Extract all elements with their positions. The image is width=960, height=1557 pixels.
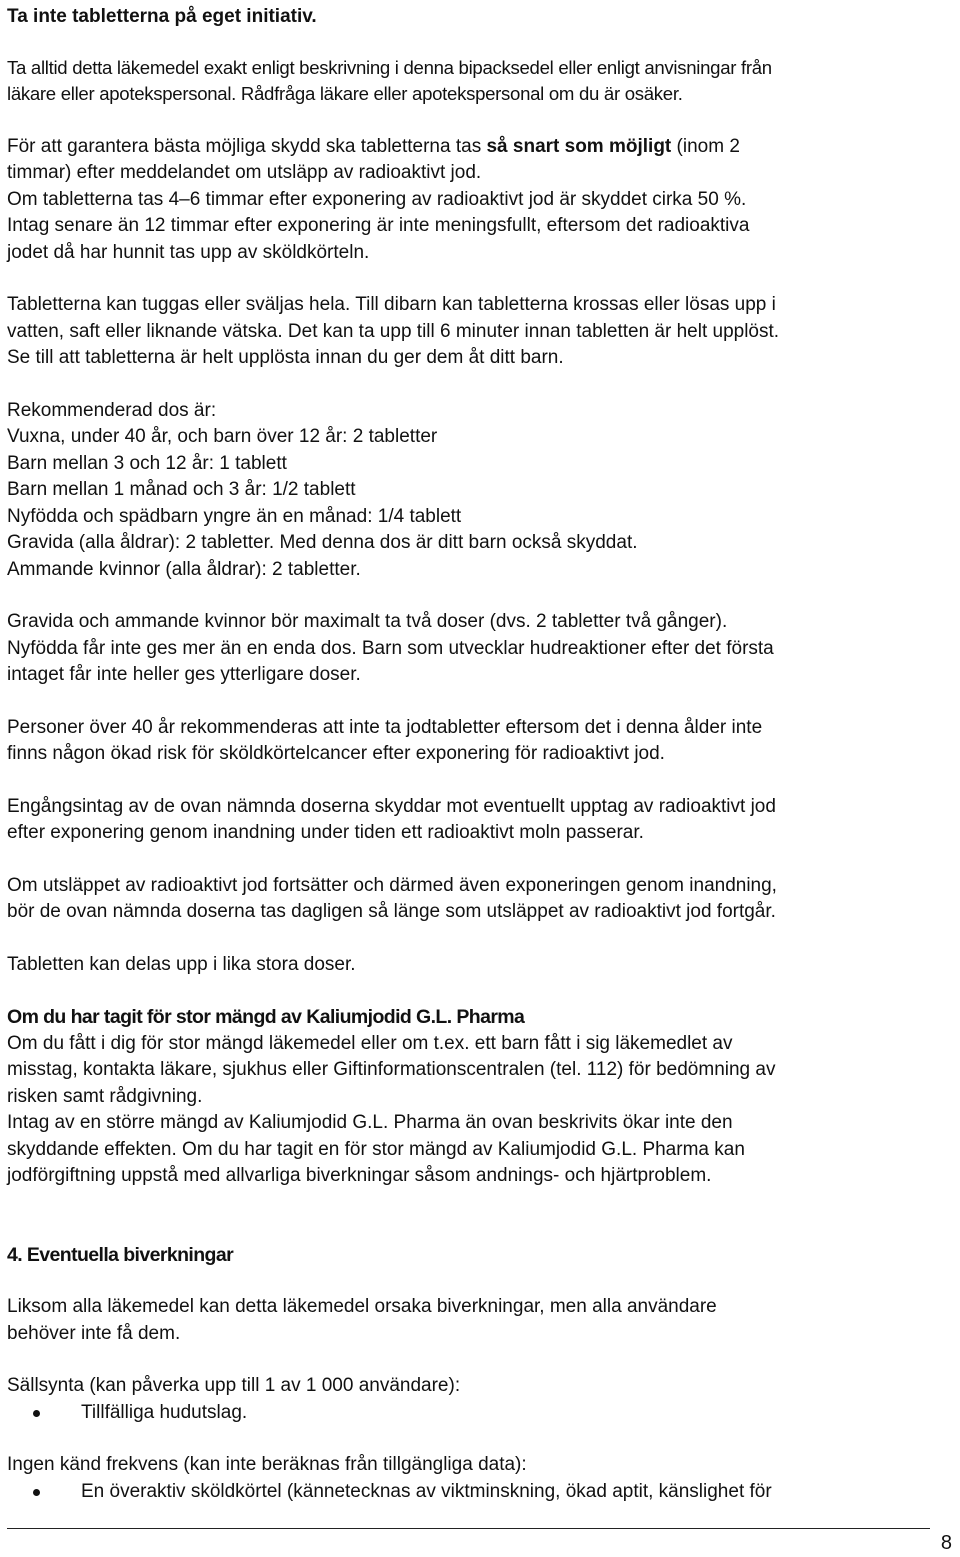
dosage-line: Vuxna, under 40 år, och barn över 12 år: 2 tabletter [7,426,438,447]
text-line: efter exponering genom inandning under tiden ett radioaktivt moln passerar. [7,822,644,843]
continued-exposure-paragraph [7,873,947,926]
dosage-paragraph [7,398,947,584]
timing-emphasis: så snart som möjligt [486,135,672,157]
list-item [7,1400,947,1427]
text-line: bör de ovan nämnda doserna tas dagligen så länge som utsläppet av radioaktivt jod fortgår. [7,901,776,922]
frequency-label: Ingen känd frekvens (kan inte beräknas från tillgängliga data): [7,1454,527,1475]
text-line: skyddande effekten. Om du har tagit en för stor mängd av Kaliumjodid G.L. Pharma kan [7,1138,745,1160]
document-page [7,0,947,1505]
dosage-line: Barn mellan 1 månad och 3 år: 1/2 tablett [7,479,356,500]
bullet-icon [33,1489,40,1496]
dosage-line: Nyfödda och spädbarn yngre än en månad: 1/4 tablett [7,505,462,527]
pregnant-paragraph [7,609,947,689]
text-line: Om tabletterna tas 4–6 timmar efter exponering av radioaktivt jod är skyddet cirka 50 %. [7,188,747,210]
text-line: vatten, saft eller liknande vätska. Det kan ta upp till 6 minuter innan tabletten är helt upplöst. [7,320,780,342]
text-line: Tabletterna kan tuggas eller sväljas hela. Till dibarn kan tabletterna krossas eller lösas upp i [7,294,776,315]
text-line: timmar) efter meddelandet om utsläpp av radioaktivt jod. [7,162,482,183]
overdose-section [7,1004,947,1190]
text-line: jodförgiftning uppstå med allvarliga biverkningar såsom andnings- och hjärtproblem. [7,1165,712,1186]
overdose-heading: Om du har tagit för stor mängd av Kaliumjodid G.L. Pharma [7,1006,525,1028]
text-line: Om du fått i dig för stor mängd läkemedel eller om t.ex. ett barn fått i sig läkemedlet av [7,1032,733,1054]
text-line: Ta alltid detta läkemedel exakt enligt beskrivning i denna bipacksedel eller enligt anvisningar från [7,56,772,78]
footer-divider [7,1528,930,1529]
text-line: risken samt rådgivning. [7,1085,203,1107]
text-line: jodet då har hunnit tas upp av sköldkörteln. [7,241,370,263]
text-line: läkare eller apotekspersonal. Rådfråga läkare eller apotekspersonal om du är osäker. [7,83,683,104]
dosage-line: Ammande kvinnor (alla åldrar): 2 tabletter. [7,558,361,580]
text-line: Intag av en större mängd av Kaliumjodid G.L. Pharma än ovan beskrivits ökar inte den [7,1112,733,1133]
text-line: Personer över 40 år rekommenderas att inte ta jodtabletter eftersom det i denna ålder inte [7,716,763,738]
bullet-icon [33,1410,40,1417]
text-line: Om utsläppet av radioaktivt jod fortsätter och därmed även exponeringen genom inandning, [7,874,777,896]
single-dose-paragraph [7,794,947,847]
text-line: misstag, kontakta läkare, sjukhus eller Giftinformationscentralen (tel. 112) för bedömning av [7,1059,776,1080]
list-item-text: En överaktiv sköldkörtel (kännetecknas av viktminskning, ökad aptit, känslighet för [81,1480,772,1502]
dosage-heading: Rekommenderad dos är: [7,399,217,421]
side-effects-section [7,1242,947,1506]
list-item [7,1479,947,1506]
text-line: behöver inte få dem. [7,1322,181,1344]
text-line: Liksom alla läkemedel kan detta läkemedel orsaka biverkningar, men alla användare [7,1296,717,1317]
intro-paragraph [7,55,947,108]
dosage-line: Barn mellan 3 och 12 år: 1 tablett [7,452,287,474]
over40-paragraph [7,715,947,768]
rare-list [7,1400,947,1427]
chewing-paragraph [7,292,947,372]
timing-text: (inom 2 [671,135,740,157]
page-number: 8 [940,1532,952,1554]
text-line [7,134,947,161]
text-line: Intag senare än 12 timmar efter exponering är inte meningsfullt, eftersom det radioaktiva [7,215,750,236]
timing-text: För att garantera bästa möjliga skydd ska tabletterna tas [7,135,487,157]
text-line: Engångsintag av de ovan nämnda doserna skyddar mot eventuellt upptag av radioaktivt jod [7,795,776,817]
text-line: Se till att tabletterna är helt upplösta innan du ger dem åt ditt barn. [7,347,564,368]
unknown-list [7,1479,947,1506]
frequency-label: Sällsynta (kan påverka upp till 1 av 1 000 användare): [7,1375,461,1396]
text-line: Gravida och ammande kvinnor bör maximalt ta två doser (dvs. 2 tabletter två gånger). [7,611,728,632]
split-tablet-line: Tabletten kan delas upp i lika stora doser. [7,953,356,975]
text-line: intaget får inte heller ges ytterligare doser. [7,664,361,685]
dosage-line: Gravida (alla åldrar): 2 tabletter. Med denna dos är ditt barn också skyddat. [7,532,638,553]
text-line: Nyfödda får inte ges mer än en enda dos. Barn som utvecklar hudreaktioner efter det första [7,637,774,659]
section-heading: 4. Eventuella biverkningar [7,1243,234,1266]
timing-paragraph [7,134,947,267]
list-item-text: Tillfälliga hudutslag. [81,1401,248,1423]
title-line: Ta inte tabletterna på eget initiativ. [7,6,317,27]
text-line: finns någon ökad risk för sköldkörtelcancer efter exponering för radioaktivt jod. [7,743,665,764]
